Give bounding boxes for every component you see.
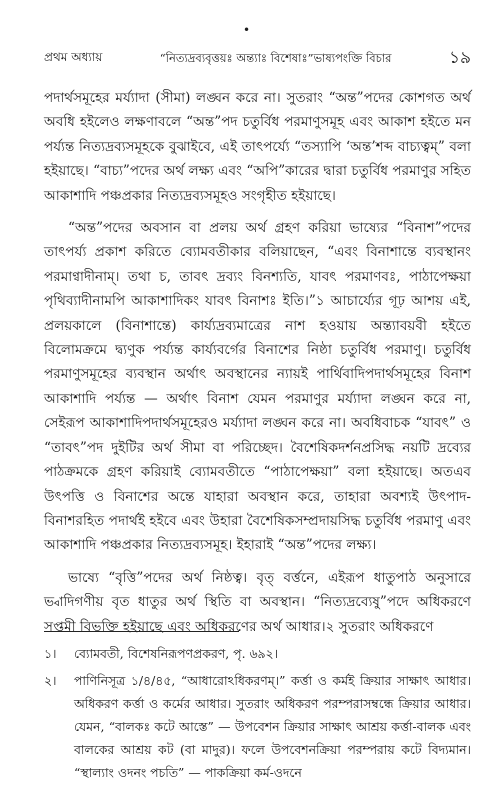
running-header — [44, 44, 471, 74]
paragraph: ভাষ্যে “বৃত্তি”পদের অর্থ নিষ্ঠত্ব। বৃত্ বর্ত্তনে, এইরূপ ধাতুপাঠ অনুসারে ভ্বাদিগণীয় বৃত ধাতুর অর্থ স্থিতি বা অবস্থান। “নিত্যদ্রব্যেষু”পদে অধিকরণে সপ্তমী বিভক্তি হইয়াছে এবং অধিকরণের অর্থ আধার।২ সুতরাং অধিকরণে — [44, 569, 471, 635]
footnote-text: পাণিনিসূত্র ১/৪/৪৫, “আধারোঽধিকরণম্।” কর্ত্তা ও কর্মই ক্রিয়ার সাক্ষাৎ আধার। অধিকরণ কর্ত্তা ও কর্মের আধার। সুতরাং অধিকরণ পরম্পরাসম্বন্ধে ক্রিয়ার আধার। যেমন, “বালকঃ কটে আস্তে” — উপবেশন ক্রিয়ার সাক্ষাৎ আশ্রয় কর্ত্তা-বালক এবং বালকের আশ্রয় কট (বা মাদুর)। ফলে উপবেশনক্রিয়া পরম্পরায় কটে বিদ্যমান। “স্থাল্যাং ওদনং পচতি” — পাকক্রিয়া কর্ম-ওদনে — [74, 673, 471, 780]
footnote-number: ১। — [44, 646, 57, 661]
running-title: “নিত্যদ্রব্যবৃত্তয়ঃ অন্ত্যাঃ বিশেষাঃ”ভাষ্যপংক্তি বিচার — [159, 50, 392, 65]
footnote-text: ব্যোমবতী, বিশেষনিরূপণপ্রকরণ, পৃ. ৬৯২। — [74, 646, 279, 661]
chapter-label: প্রথম অধ্যায় — [44, 50, 103, 64]
footnote — [44, 669, 471, 784]
footnotes — [44, 642, 471, 788]
page-number: ১৯ — [448, 48, 471, 68]
footnote — [44, 642, 471, 665]
paragraph: পদার্থসমূহের মর্য্যাদা (সীমা) লঙ্ঘন করে না। সুতরাং “অন্ত”পদের কোশগত অর্থ অবধি হইলেও লক্ষণাবলে “অন্ত”পদ চতুর্বিধ পরমাণুসমূহ এবং আকাশ হইতে মন পর্য্যন্ত নিত্যদ্রব্যসমূহকে বুঝাইবে, এই তাৎপর্য্যে “তস্যাপি ‘অন্ত’শব্দ বাচ্যত্বম্” বলা হইয়াছে। “বাচ্য”পদের অর্থ লক্ষ্য এবং “অপি”কারের দ্বারা চতুর্বিধ পরমাণুর সহিত আকাশাদি পঞ্চপ্রকার নিত্যদ্রব্যসমূহও সংগৃহীত হইয়াছে। — [44, 90, 471, 204]
body-text — [44, 86, 471, 647]
footnote-number: ২। — [44, 673, 57, 688]
paragraph: “অন্ত”পদের অবসান বা প্রলয় অর্থ গ্রহণ করিয়া ভাষ্যের “বিনাশ”পদের তাৎপর্য্য প্রকাশ করিতে ব্যোমবতীকার বলিয়াছেন, “এবং বিনাশান্তে ব্যবস্থানং পরমাণ্বাদীনাম্। তথা চ, তাবৎ দ্রব্যং বিনশ্যতি, যাবৎ পরমাণবঃ, পাঠাপেক্ষয়া পৃথিব্যাদীনামপি আকাশাদিকং যাবৎ বিনাশঃ ইতি।”১ আচার্য্যের গূঢ় আশয় এই, প্রলয়কালে (বিনাশান্তে) কার্য্যদ্রব্যমাত্রের নাশ হওয়ায় অন্ত্যাবয়বী হইতে বিলোমক্রমে দ্ব্যণুক পর্য্যন্ত কার্য্যবর্গের বিনাশের নিষ্ঠা চতুর্বিধ পরমাণু। চতুর্বিধ পরমাণুসমূহের ব্যবস্থান অর্থাৎ অবস্থানের ন্যায়ই পার্থিবাদিপদার্থসমূহের বিনাশ আকাশাদি পর্য্যন্ত — অর্থাৎ বিনাশ যেমন পরমাণুর মর্য্যাদা লঙ্ঘন করে না, সেইরূপ আকাশাদিপদার্থসমূহেরও মর্য্যাদা লঙ্ঘন করে না। অবধিবাচক “যাবৎ” ও “তাবৎ”পদ দুইটির অর্থ সীমা বা পরিচ্ছেদ। বৈশেষিকদর্শনপ্রসিদ্ধ নয়টি দ্রব্যের পাঠক্রমকে গ্রহণ করিয়াই ব্যোমবতীতে “পাঠাপেক্ষয়া” বলা হইয়াছে। অতএব উৎপত্তি ও বিনাশের অন্তে যাহারা অবস্থান করে, তাহারা অবশ্যই উৎপাদ-বিনাশরহিত পদার্থই হইবে এবং উহারা বৈশেষিকসম্প্রদায়সিদ্ধ চতুর্বিধ পরমাণু এবং আকাশাদি পঞ্চপ্রকার নিত্যদ্রব্যসমূহ। ইহারাই “অন্ত”পদের লক্ষ্য। — [44, 220, 471, 554]
footnote-divider — [44, 631, 239, 632]
page-mark: • — [243, 23, 251, 37]
